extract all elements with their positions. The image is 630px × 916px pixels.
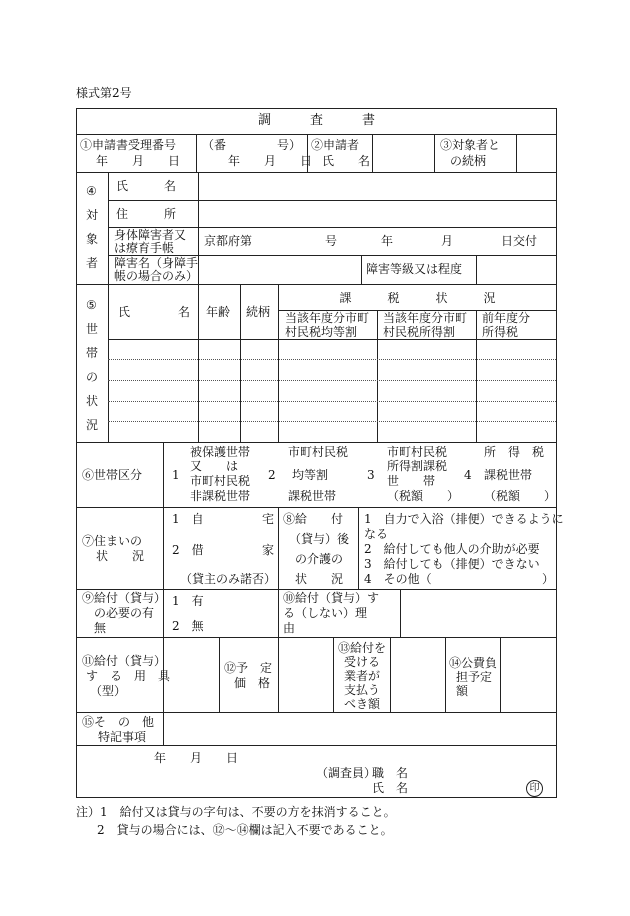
household-age-header: 年齢: [206, 305, 231, 319]
category-1-text: 被保護世帯: [190, 445, 251, 459]
care-option: 4 その他（: [364, 572, 432, 586]
certificate-issued: 日交付: [501, 234, 538, 248]
section5-head: 帯: [86, 346, 99, 360]
household-category-label: ⑥世帯区分: [82, 468, 143, 482]
section5-head: 況: [86, 418, 99, 432]
category-4-text: （税額 ）: [484, 489, 557, 503]
tax-col2: 村民税所得割: [383, 325, 456, 339]
certificate-year: 年: [381, 234, 394, 248]
need-label: 無: [94, 621, 107, 635]
household-relation-header: 続柄: [246, 305, 271, 319]
section5-head: の: [86, 370, 99, 384]
category-2-text: 均等割: [292, 468, 329, 482]
category-3-text: （税額 ）: [387, 489, 460, 503]
receipt-date-label: 年 月 日: [96, 154, 181, 168]
category-1-text: 市町村民税: [190, 474, 251, 488]
applicant-label: ②申請者: [311, 138, 360, 152]
care-label: （貸与）後: [289, 532, 350, 546]
need-yes: 1 有: [172, 594, 204, 608]
price-label: ⑫予 定: [224, 661, 273, 675]
price-label: 価 格: [234, 676, 271, 690]
section5-head: ⑤: [86, 298, 97, 312]
need-label: の必要の有: [94, 606, 155, 620]
certificate-label-2: は療育手帳: [114, 241, 175, 255]
relation-label-2: の続柄: [450, 154, 487, 168]
relation-label: ③対象者と: [440, 138, 501, 152]
applicant-name-label: 氏 名: [322, 154, 371, 168]
receipt-number-label: ①申請書受理番号: [80, 138, 177, 152]
public-burden-label: 額: [456, 684, 469, 698]
payment-label: ⑬給付を: [338, 641, 387, 655]
category-4-text: 所 得 税: [484, 445, 545, 459]
housing-own-2: 宅: [262, 512, 275, 526]
note-2: 2 貸与の場合には、⑫〜⑭欄は記入不要であること。: [97, 823, 393, 837]
category-4-text: 課税世帯: [484, 468, 533, 482]
receipt-date: 年 月 日: [228, 154, 313, 168]
reason-label: る（しない）理: [283, 606, 368, 620]
survey-date: 年 月 日: [154, 751, 239, 765]
public-burden-label: ⑭公費負: [449, 656, 498, 670]
care-option: なる: [364, 527, 389, 541]
remarks-label: ⑮そ の 他: [82, 715, 155, 729]
housing-note: （貸主のみ諾否）: [180, 572, 277, 586]
tax-col1: 村民税均等割: [285, 325, 358, 339]
section4-head: 対: [86, 208, 99, 222]
investigator-name-label: 氏 名: [372, 781, 409, 795]
certificate-prefix: 京都府第: [204, 234, 253, 248]
number-open: （番: [202, 138, 227, 152]
payment-label: 業者が: [344, 669, 381, 683]
certificate-month: 月: [441, 234, 454, 248]
remarks-label-2: 特記事項: [98, 730, 147, 744]
device-label: ⑪給付（貸与）: [82, 654, 167, 668]
grade-label: 障害等級又は程度: [366, 262, 463, 276]
disability-label-2: 帳の場合のみ）: [114, 269, 199, 283]
payment-label: べき額: [344, 697, 381, 711]
care-option: 2 給付しても他人の介助が必要: [364, 542, 540, 556]
tax-status-header: 課 税 状 況: [339, 291, 496, 305]
category-3-text: 世 帯: [387, 474, 436, 488]
form-number: 様式第2号: [76, 86, 132, 100]
housing-label-2: 状 況: [96, 549, 145, 563]
category-3: 3: [367, 468, 375, 482]
section4-head: 象: [86, 232, 99, 246]
tax-col3: 所得税: [482, 325, 519, 339]
number-close: 号）: [277, 138, 302, 152]
form-title: 調 査 書: [257, 113, 375, 128]
need-label: ⑨給付（貸与）: [82, 591, 167, 605]
address-label: 住 所: [116, 207, 177, 221]
name-label: 氏 名: [116, 179, 177, 193]
note-1: 注）1 給付又は貸与の字句は、不要の方を抹消すること。: [76, 805, 396, 819]
public-burden-label: 担予定: [456, 670, 493, 684]
seal-mark: 印: [526, 780, 543, 797]
housing-rent-2: 家: [262, 543, 275, 557]
household-name-header: 氏 名: [118, 305, 191, 319]
care-option: 3 給付しても（排便）できない: [364, 557, 540, 571]
certificate-gou: 号: [325, 234, 338, 248]
reason-label: ⑩給付（貸与）す: [283, 591, 380, 605]
section5-head: 世: [86, 322, 99, 336]
tax-col1: 当該年度分市町: [285, 311, 370, 325]
care-label: ⑧給 付: [283, 512, 344, 526]
payment-label: 支払う: [344, 683, 381, 697]
section5-head: 状: [86, 394, 99, 408]
care-label: の介護の: [295, 552, 344, 566]
section4-head: ④: [86, 184, 97, 198]
category-1-text: 又 は: [190, 459, 239, 473]
housing-own: 1 自: [172, 512, 204, 526]
category-1: 1: [172, 468, 180, 482]
need-no: 2 無: [172, 619, 204, 633]
care-label: 状 況: [295, 572, 344, 586]
category-1-text: 非課税世帯: [190, 489, 251, 503]
housing-rent: 2 借: [172, 543, 204, 557]
section4-head: 者: [86, 256, 99, 270]
reason-label: 由: [283, 621, 296, 635]
certificate-label: 身体障害者又: [114, 228, 187, 242]
category-3-text: 市町村民税: [387, 445, 448, 459]
disability-label: 障害名（身障手: [114, 256, 199, 270]
housing-label: ⑦住まいの: [82, 534, 143, 548]
category-2-text: 市町村民税: [288, 445, 349, 459]
care-option-close: ）: [542, 572, 555, 586]
category-4: 4: [464, 468, 472, 482]
tax-col2: 当該年度分市町: [383, 311, 468, 325]
position-label: 職 名: [372, 766, 409, 780]
investigator-label: （調査員）: [316, 766, 377, 780]
category-3-text: 所得割課税: [387, 459, 448, 473]
care-option: 1 自力で入浴（排便）できるように: [364, 512, 564, 526]
tax-col3: 前年度分: [482, 311, 531, 325]
category-2: 2: [268, 468, 276, 482]
device-label: す る 用 具: [86, 669, 171, 683]
category-2-text: 課税世帯: [288, 489, 337, 503]
device-label: （型）: [90, 684, 127, 698]
payment-label: 受ける: [344, 655, 381, 669]
